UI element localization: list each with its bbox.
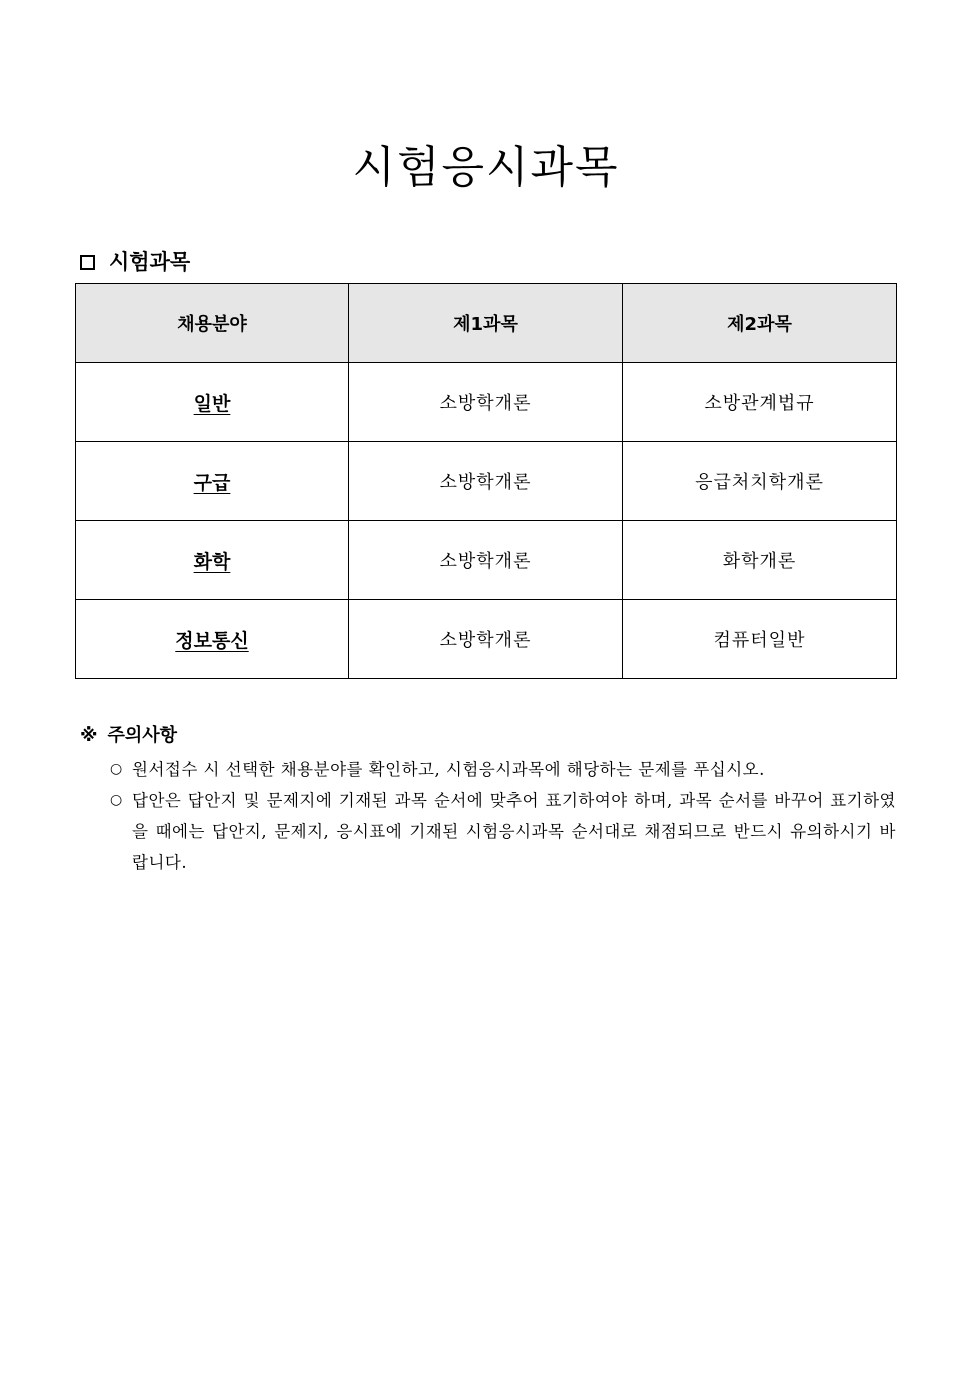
table-row: [76, 442, 897, 521]
note-text: 답안은 답안지 및 문제지에 기재된 과목 순서에 맞추어 표기하여야 하며, 과목 순서를 바꾸어 표기하였을 때에는 답안지, 문제지, 응시표에 기재된 시험응시과목 순서대로 채점되므로 반드시 유의하시기 바랍니다.: [132, 791, 896, 872]
notes-heading-label: 주의사항: [107, 725, 178, 746]
table-header-row: [76, 284, 897, 363]
note-item: [80, 785, 896, 878]
section-heading-label: 시험과목: [109, 250, 191, 274]
section-heading: [80, 246, 190, 278]
subject1-cell: 소방학개론: [349, 521, 623, 600]
subject2-cell: 소방관계법규: [623, 363, 897, 442]
header-subject1: 제1과목: [349, 284, 623, 363]
notes-section: [80, 722, 896, 878]
circle-bullet-icon: ○: [110, 792, 123, 808]
table-row: [76, 363, 897, 442]
subjects-table: [75, 283, 897, 679]
reference-mark-icon: ※: [80, 725, 98, 746]
subject2-cell: 컴퓨터일반: [623, 600, 897, 679]
subject1-cell: 소방학개론: [349, 363, 623, 442]
header-field: 채용분야: [76, 284, 349, 363]
notes-heading: [80, 722, 896, 750]
note-text: 원서접수 시 선택한 채용분야를 확인하고, 시험응시과목에 해당하는 문제를 푸십시오.: [132, 760, 765, 779]
table-row: [76, 600, 897, 679]
header-subject2: 제2과목: [623, 284, 897, 363]
note-item: [80, 754, 896, 785]
field-cell: 화학: [76, 521, 349, 600]
page-title: 시험응시과목: [352, 142, 620, 193]
subject2-cell: 응급처치학개론: [623, 442, 897, 521]
field-cell: 일반: [76, 363, 349, 442]
table-row: [76, 521, 897, 600]
checkbox-icon: [80, 255, 95, 270]
field-cell: 정보통신: [76, 600, 349, 679]
subject2-cell: 화학개론: [623, 521, 897, 600]
circle-bullet-icon: ○: [110, 761, 123, 777]
field-cell: 구급: [76, 442, 349, 521]
subject1-cell: 소방학개론: [349, 442, 623, 521]
subject1-cell: 소방학개론: [349, 600, 623, 679]
